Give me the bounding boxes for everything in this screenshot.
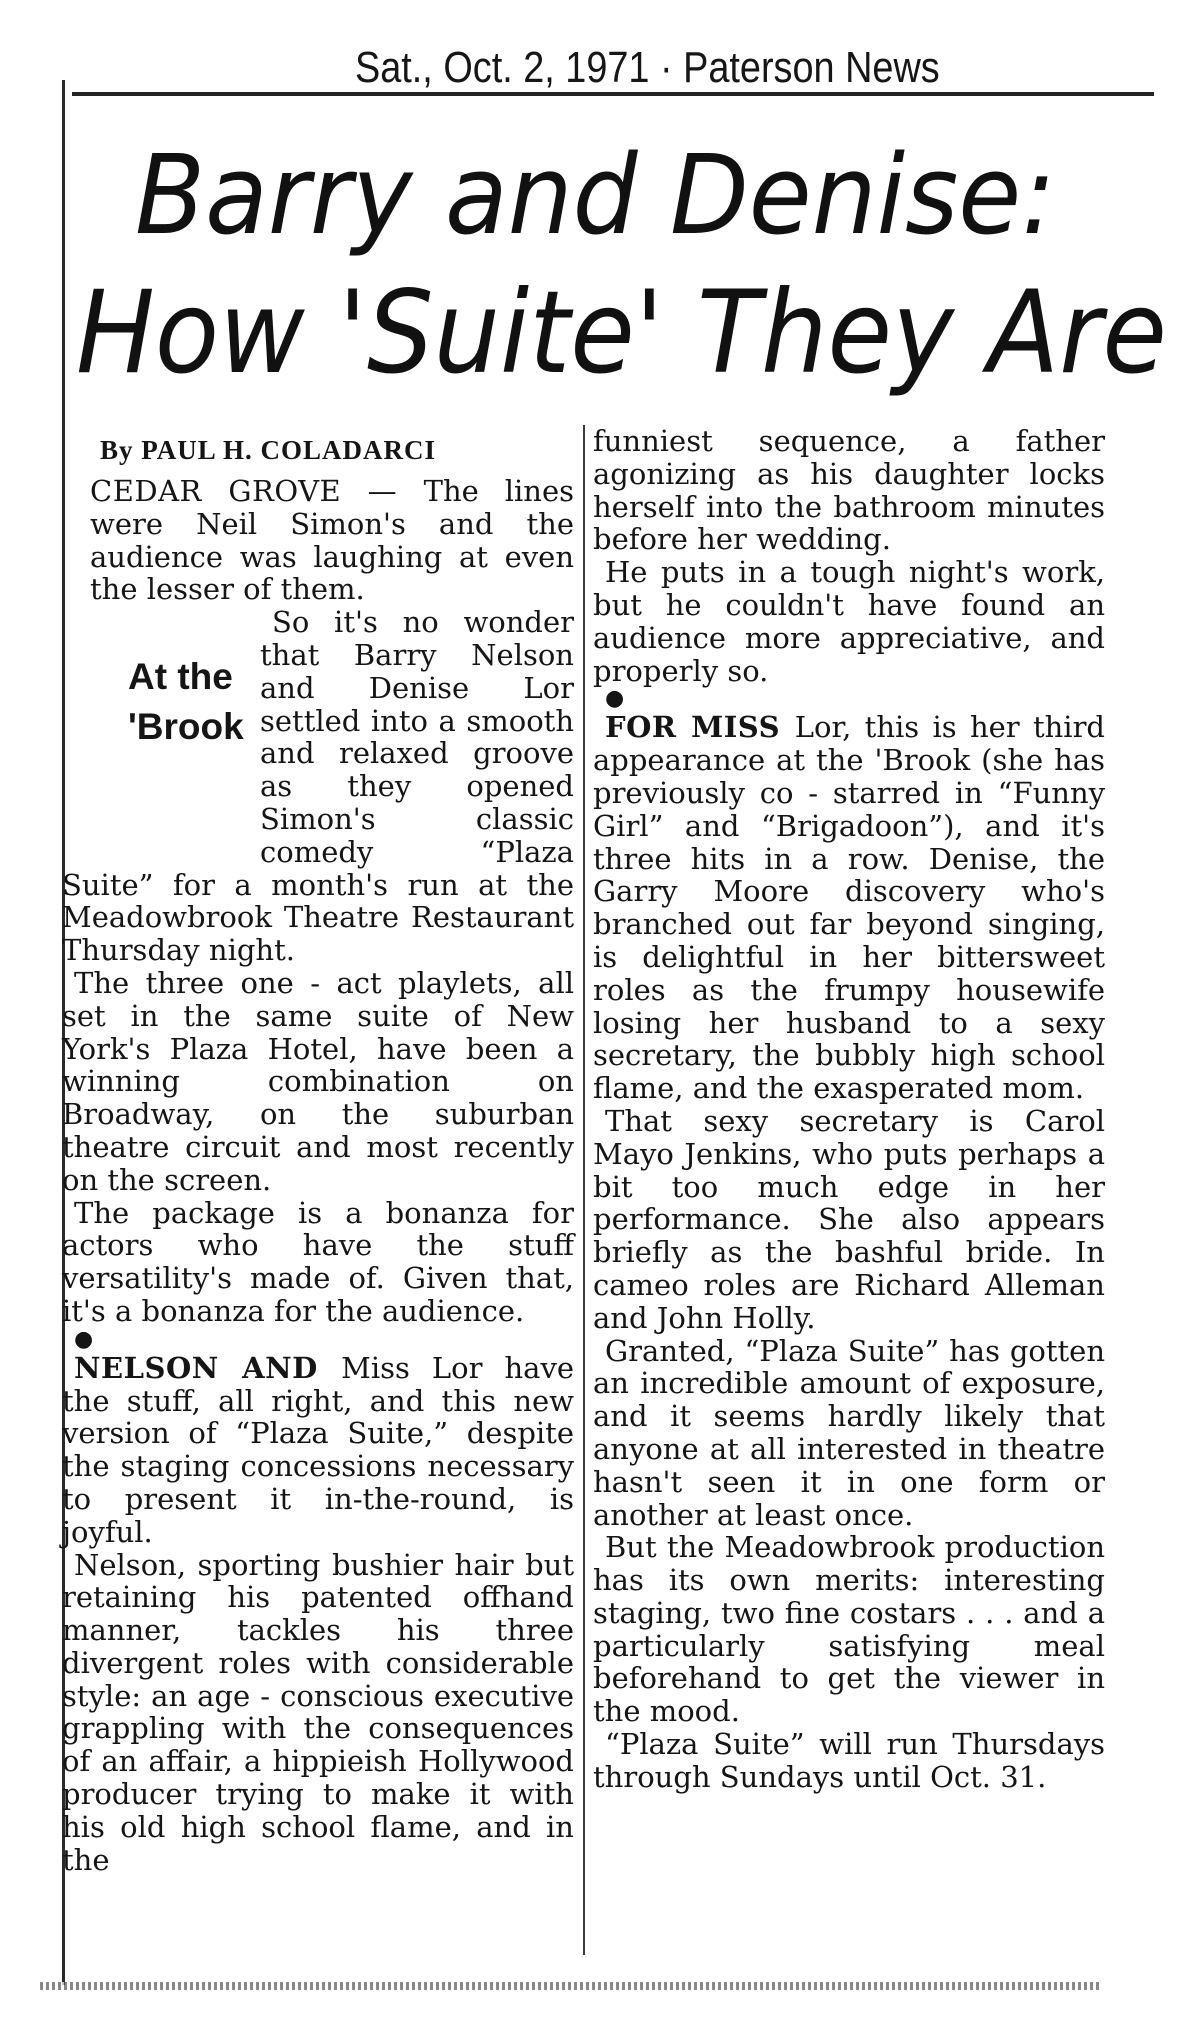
paragraph-1 <box>62 475 574 606</box>
paragraph-13: “Plaza Suite” will run Thursdays through Sundays until Oct. 31. <box>593 1727 1105 1794</box>
section-kicker <box>62 606 252 841</box>
paragraph-9 <box>593 711 1105 1105</box>
article-column-right <box>593 425 1105 1794</box>
paragraph-3: The three one - act playlets, all set in the same suite of New York's Plaza Hotel, have been a winning combination on Broadway, on the suburban theatre circuit and most recently on the screen. <box>62 965 574 1197</box>
bottom-rule <box>40 1982 1100 1990</box>
paragraph-9-lead: FOR MISS <box>605 710 795 745</box>
dateline: Sat., Oct. 2, 1971 · Paterson News <box>355 43 940 92</box>
headline-line-2: How 'Suite' They Are <box>76 266 1167 399</box>
section-bullet: ● <box>74 1326 94 1352</box>
paragraph-8: He puts in a tough night's work, but he couldn't have found an audience more appreciative, and properly so. <box>593 555 1105 688</box>
kicker-line-1: At the <box>128 656 233 698</box>
paragraph-12: But the Meadowbrook production has its own merits: interesting staging, two fine costars . . . and a particularly satisfying meal beforehand to get the viewer in the mood. <box>593 1530 1105 1729</box>
kicker-line-2: 'Brook <box>128 706 244 748</box>
paragraph-4: The package is a bonanza for actors who have the stuff versatility's made of. Given that, it's a bonanza for the audience. <box>62 1195 574 1328</box>
paragraph-2: So it's no wonder that Barry Nelson and Denise Lor settled into a smooth and relaxed groove as they opened Simon's classic comedy “Plaza Suite” for a month's run at the Meadowbrook Theatre Restaurant Thursday night. <box>62 605 574 968</box>
headline-line-1: Barry and Denise: <box>135 131 1056 259</box>
paragraph-9-text: Lor, this is her third appearance at the 'Brook (she has previously co - starred in “Funny Girl” and “Brigadoon”), and it's three hits in a row. Denise, the Garry Moore discovery who's branched out far beyond singing, is delightful in her bittersweet roles as the frumpy housewife losing her husband to a sexy secretary, the bubbly high school flame, and the exasperated mom. <box>593 710 1105 1106</box>
paragraph-5-text: Miss Lor have the stuff, all right, and this new version of “Plaza Suite,” despite the staging concessions necessary to present it in-the-round, is joyful. <box>62 1350 574 1549</box>
paragraph-1-text: The lines were Neil Simon's and the audience was laughing at even the lesser of them. <box>90 474 575 607</box>
paragraph-6: Nelson, sporting bushier hair but retaining his patented offhand manner, tackles his three divergent roles with considerable style: an age - conscious executive grappling with the consequences of an affair, a hippieish Hollywood producer trying to make it with his old high school flame, and in the <box>62 1547 574 1877</box>
paragraph-5-lead: NELSON AND <box>74 1350 342 1385</box>
top-rule <box>72 92 1154 96</box>
paragraph-7: funniest sequence, a father agonizing as his daughter locks herself into the bathroom minutes before her wedding. <box>593 424 1105 557</box>
dateline-lead: CEDAR GROVE — <box>90 474 424 508</box>
paragraph-10: That sexy secretary is Carol Mayo Jenkins, who puts perhaps a bit too much edge in her performance. She also appears briefly as the bashful bride. In cameo roles are Richard Alleman and John Holly. <box>593 1103 1105 1335</box>
paragraph-11: Granted, “Plaza Suite” has gotten an incredible amount of exposure, and it seems hardly likely that anyone at all interested in theatre hasn't seen it in one form or another at least once. <box>593 1333 1105 1532</box>
paragraph-5 <box>62 1352 574 1549</box>
article-column-left <box>62 425 574 1876</box>
section-bullet: ● <box>605 686 625 712</box>
byline: By PAUL H. COLADARCI <box>100 435 437 465</box>
column-divider <box>583 425 585 1955</box>
